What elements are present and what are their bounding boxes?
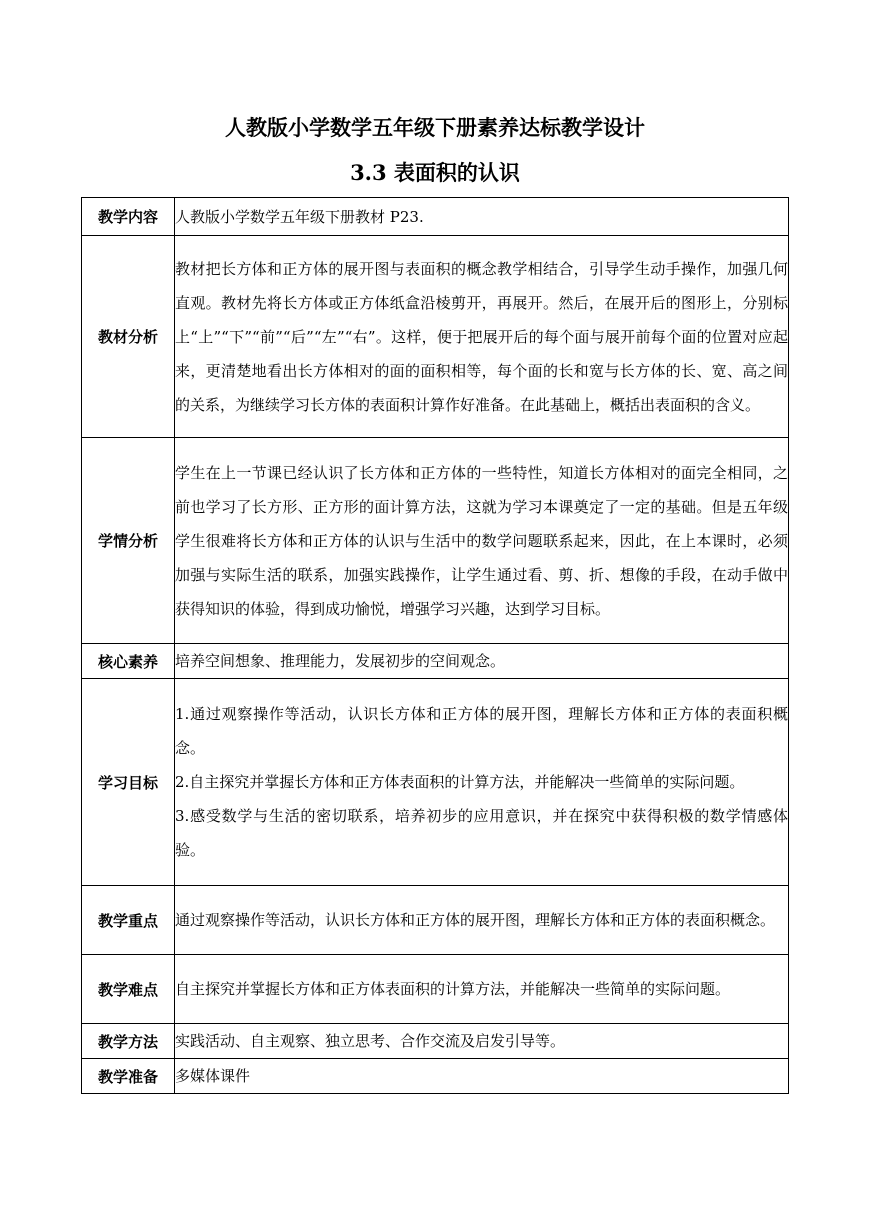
row-content	[175, 198, 789, 236]
row-label: 教学难点	[82, 955, 175, 1024]
table-row	[82, 1059, 789, 1094]
paragraph: 多媒体课件	[175, 1067, 251, 1085]
row-label: 教学内容	[82, 198, 175, 236]
row-content	[175, 955, 789, 1024]
table-row	[82, 236, 789, 438]
paragraph: 通过观察操作等活动，认识长方体和正方体的展开图，理解长方体和正方体的表面积概念。	[175, 911, 776, 929]
table-row	[82, 198, 789, 236]
row-content	[175, 236, 789, 438]
row-content	[175, 1024, 789, 1059]
table-row	[82, 1024, 789, 1059]
row-content	[175, 438, 789, 644]
row-content	[175, 1059, 789, 1094]
row-content	[175, 644, 789, 679]
row-label: 学习目标	[82, 679, 175, 886]
row-label: 教学重点	[82, 886, 175, 955]
row-content	[175, 886, 789, 955]
document-title: 人教版小学数学五年级下册素养达标教学设计	[225, 115, 645, 140]
paragraph: 实践活动、自主观察、独立思考、合作交流及启发引导等。	[175, 1032, 566, 1050]
paragraph: 2.自主探究并掌握长方体和正方体表面积的计算方法，并能解决一些简单的实际问题。	[175, 773, 745, 791]
table-row	[82, 886, 789, 955]
table-row	[82, 679, 789, 886]
row-label: 教材分析	[82, 236, 175, 438]
paragraph: 培养空间想象、推理能力，发展初步的空间观念。	[175, 652, 506, 670]
paragraph: 1.通过观察操作等活动，认识长方体和正方体的展开图，理解长方体和正方体的表面积概念。	[175, 705, 788, 757]
paragraph: 人教版小学数学五年级下册教材 P23.	[175, 207, 424, 226]
table-row	[82, 438, 789, 644]
row-label: 核心素养	[82, 644, 175, 679]
row-content	[175, 679, 789, 886]
table-row	[82, 644, 789, 679]
lesson-title: 3.3 表面积的认识	[350, 160, 520, 185]
table-row	[82, 955, 789, 1024]
lesson-plan-table	[81, 197, 789, 1094]
row-label: 教学方法	[82, 1024, 175, 1059]
paragraph: 教材把长方体和正方体的展开图与表面积的概念教学相结合，引导学生动手操作，加强几何直观。教材先将长方体或正方体纸盒沿棱剪开，再展开。然后，在展开后的图形上，分别标上“上”“下”“前”“后”“左”“右”。这样，便于把展开后的每个面与展开前每个面的位置对应起来，更清楚地看出长方体相对的面的面积相等，每个面的长和宽与长方体的长、宽、高之间的关系，为继续学习长方体的表面积计算作好准备。在此基础上，概括出表面积的含义。	[175, 259, 788, 414]
paragraph: 学生在上一节课已经认识了长方体和正方体的一些特性，知道长方体相对的面完全相同，之前也学习了长方形、正方形的面计算方法，这就为学习本课奠定了一定的基础。但是五年级学生很难将长方体和正方体的认识与生活中的数学问题联系起来，因此，在上本课时，必须加强与实际生活的联系，加强实践操作，让学生通过看、剪、折、想像的手段，在动手做中获得知识的体验，得到成功愉悦，增强学习兴趣，达到学习目标。	[175, 463, 788, 618]
row-label: 学情分析	[82, 438, 175, 644]
paragraph: 自主探究并掌握长方体和正方体表面积的计算方法，并能解决一些简单的实际问题。	[175, 980, 731, 998]
paragraph: 3.感受数学与生活的密切联系，培养初步的应用意识，并在探究中获得积极的数学情感体验。	[175, 807, 788, 859]
row-label: 教学准备	[82, 1059, 175, 1094]
